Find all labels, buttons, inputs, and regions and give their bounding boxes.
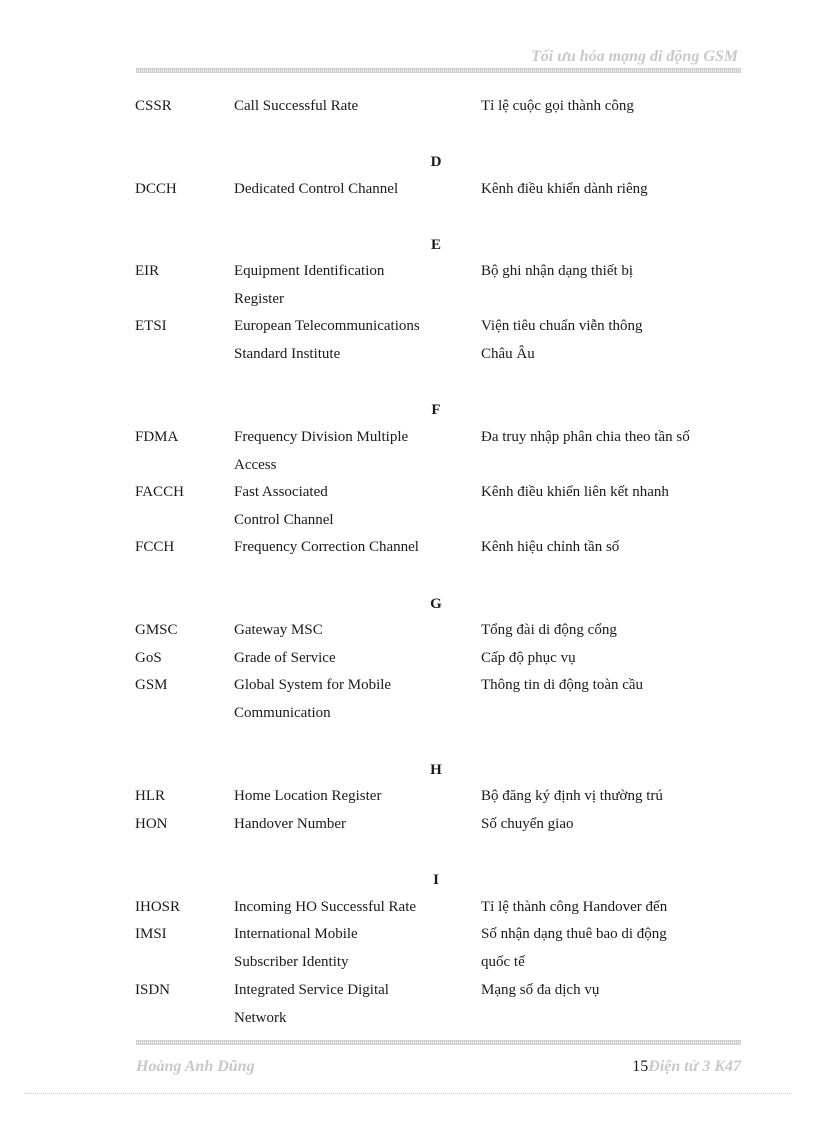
entry-term: Call Successful Rate	[234, 98, 359, 114]
entry-translation: Bộ ghi nhận dạng thiết bị	[481, 263, 634, 279]
entry-translation: Tổng đài di động cổng	[481, 622, 617, 638]
entry-abbreviation: GMSC	[135, 622, 178, 638]
entry-term: European Telecommunications Standard Institute	[234, 318, 420, 362]
header-rule	[136, 68, 741, 73]
entry-abbreviation: DCCH	[135, 181, 177, 197]
footer-author: Hoàng Anh Dũng	[136, 1058, 255, 1075]
entry-abbreviation: HLR	[135, 788, 165, 804]
entry-translation: Số nhận dạng thuê bao di động quốc tế	[481, 926, 667, 970]
entry-translation: Kênh điều khiển dành riêng	[481, 181, 648, 197]
entry-translation: Kênh hiệu chỉnh tần số	[481, 539, 620, 555]
entry-translation: Cấp độ phục vụ	[481, 650, 576, 666]
section-letter: I	[433, 872, 439, 888]
entry-term: Grade of Service	[234, 650, 336, 666]
entry-term: Frequency Correction Channel	[234, 539, 419, 555]
entry-abbreviation: CSSR	[135, 98, 172, 114]
entry-term: International Mobile Subscriber Identity	[234, 926, 358, 970]
section-letter: F	[431, 402, 441, 418]
footer-course: Điện tử 3 K47	[648, 1058, 741, 1075]
entry-translation: Kênh điều khiển liên kết nhanh	[481, 484, 669, 500]
section-letter: D	[430, 154, 442, 170]
entry-translation: Đa truy nhập phân chia theo tần số	[481, 429, 690, 445]
entry-translation: Thông tin di động toàn cầu	[481, 677, 644, 693]
entry-term: Equipment Identification Register	[234, 263, 385, 307]
entry-abbreviation: FDMA	[135, 429, 179, 445]
entry-translation: Tỉ lệ cuộc gọi thành công	[481, 98, 634, 114]
entry-abbreviation: IHOSR	[135, 899, 181, 915]
footer-rule	[136, 1040, 741, 1045]
page-number: 15	[632, 1058, 649, 1075]
page-header-title: Tối ưu hóa mạng di động GSM	[531, 48, 738, 65]
entry-term: Frequency Division Multiple Access	[234, 429, 409, 473]
section-letter: E	[430, 237, 441, 253]
entry-term: Global System for Mobile Communication	[234, 677, 392, 721]
entry-term: Handover Number	[234, 816, 347, 832]
footer-page-info	[632, 1058, 741, 1076]
entry-term: Gateway MSC	[234, 622, 323, 638]
entry-abbreviation: ETSI	[135, 318, 167, 334]
entry-term: Home Location Register	[234, 788, 382, 804]
entry-translation: Bộ đăng ký định vị thường trú	[481, 788, 663, 804]
entry-term: Integrated Service Digital Network	[234, 982, 389, 1026]
entry-translation: Viện tiêu chuẩn viễn thông Châu Âu	[481, 318, 643, 362]
entry-translation: Tỉ lệ thành công Handover đến	[481, 899, 668, 915]
entry-term: Incoming HO Successful Rate	[234, 899, 417, 915]
entry-abbreviation: IMSI	[135, 926, 167, 942]
entry-abbreviation: ISDN	[135, 982, 171, 998]
page-break-line	[24, 1093, 792, 1094]
section-letter: H	[430, 762, 442, 778]
entry-term: Fast Associated Control Channel	[234, 484, 334, 528]
entry-abbreviation: FCCH	[135, 539, 175, 555]
section-letter: G	[430, 596, 442, 612]
entry-term: Dedicated Control Channel	[234, 181, 399, 197]
entry-translation: Mạng số đa dịch vụ	[481, 982, 600, 998]
entry-abbreviation: GSM	[135, 677, 168, 693]
entry-abbreviation: EIR	[135, 263, 160, 279]
entry-abbreviation: FACCH	[135, 484, 184, 500]
entry-abbreviation: GoS	[135, 650, 162, 666]
entry-abbreviation: HON	[135, 816, 168, 832]
entry-translation: Số chuyển giao	[481, 816, 574, 832]
